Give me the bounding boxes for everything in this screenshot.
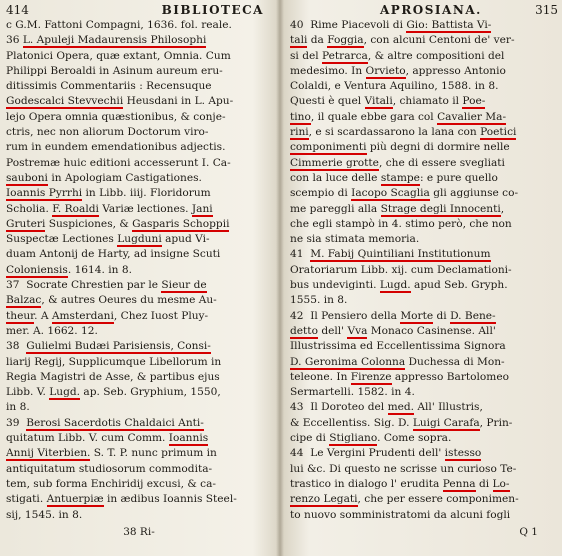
underlined-term: Morte (400, 309, 434, 322)
text-span: , & autres Oeures du mesme Au- (41, 294, 217, 307)
text-line (290, 171, 558, 186)
text-line (290, 94, 558, 109)
text-line (6, 462, 272, 477)
underlined-term: Orvieto (365, 64, 406, 77)
text-span: S. T. P. nunc primum in (90, 447, 217, 460)
text-span: , e si scardassarono la lana con (308, 126, 481, 139)
text-span: Platonici Opera, quæ extant, Omnia. Cum (6, 49, 231, 62)
text-span: Suspiciones, & (45, 217, 133, 230)
text-line (6, 94, 272, 109)
text-span: 39 (6, 416, 27, 429)
text-span: sij, 1545. in 8. (6, 508, 83, 521)
text-line (6, 339, 272, 354)
text-span: stigati. (6, 493, 47, 506)
underlined-term: Annij Viterbien. (6, 447, 91, 460)
text-line (6, 217, 272, 232)
underlined-term: componimenti (290, 141, 367, 154)
underlined-term: Penna (442, 477, 476, 490)
right-running-title: APROSIANA. (380, 2, 482, 17)
left-page-text (6, 18, 272, 523)
text-line (6, 110, 272, 125)
underlined-term: Foggia (327, 34, 364, 47)
text-span: Heusdani in L. Apu- (123, 95, 234, 108)
text-span: Philippi Beroaldi in Asinum aureum eru- (6, 64, 223, 77)
right-page-header (290, 0, 558, 18)
text-line (6, 49, 272, 64)
text-span: mer. A. 1662. 12. (6, 324, 98, 337)
right-page (290, 0, 558, 540)
text-span: antiquitatum studiosorum commodita- (6, 462, 213, 475)
text-span: 1555. in 8. (290, 294, 348, 307)
text-line (6, 33, 272, 48)
text-span: in 8. (6, 401, 30, 414)
text-line (6, 431, 272, 446)
text-line (290, 247, 558, 262)
text-span: in Libb. iiij. Floridorum (82, 187, 211, 200)
text-span: medesimo. In (290, 64, 366, 77)
underlined-term: Ioannis (168, 432, 209, 445)
text-span: Duchessa di Mon- (405, 355, 505, 368)
text-line (290, 156, 558, 171)
underlined-term: D. Bene- (450, 309, 496, 322)
text-line (6, 400, 272, 415)
text-span: Scholia. (6, 202, 53, 215)
text-span: liarij Regij, Supplicumque Libellorum in (6, 355, 222, 368)
underlined-term: M. Fabij Quintiliani Institutionum (310, 248, 491, 261)
text-line (6, 79, 272, 94)
text-line (290, 400, 558, 415)
text-line (6, 309, 272, 324)
text-span: Postremæ huic editioni accesserunt I. Ca- (6, 156, 231, 169)
text-span: , (500, 202, 505, 215)
text-line (290, 492, 558, 507)
underlined-term: Poe- (462, 95, 486, 108)
underlined-term: Antuerpiæ (46, 493, 104, 506)
text-span: 38 (6, 340, 27, 353)
text-line (290, 140, 558, 155)
right-page-text (290, 18, 558, 523)
text-span: appresso Bartolomeo (391, 370, 509, 383)
text-line (290, 202, 558, 217)
underlined-term: tino (290, 110, 311, 123)
underlined-term: Ioannis Pyrrhi (6, 187, 83, 200)
text-span: & Eccellentiss. Sig. D. (290, 416, 413, 429)
text-line (6, 355, 272, 370)
underlined-term: Godescalci Stevvechii (6, 95, 124, 108)
text-line (6, 202, 272, 217)
underlined-term: theur (6, 309, 35, 322)
underlined-term: Cimmerie grotte (290, 156, 379, 169)
text-line (290, 446, 558, 461)
underlined-term: sauboni (6, 171, 48, 184)
text-line (6, 477, 272, 492)
text-span: trastico in dialogo l' erudita (290, 477, 443, 490)
text-span: lui &c. Di questo ne scrisse un curioso Te- (290, 462, 517, 475)
text-line (290, 385, 558, 400)
book-gutter (276, 0, 284, 556)
left-page-header (6, 0, 272, 18)
underlined-term: Gulielmi Budæi Parisiensis, Consi- (26, 340, 211, 353)
left-page-number: 414 (6, 2, 29, 17)
underlined-term: renzo Legati (290, 493, 358, 506)
text-span: , appresso Antonio (405, 64, 506, 77)
underlined-term: Vitali (364, 95, 393, 108)
underlined-term: stampe (380, 171, 420, 184)
text-line (290, 186, 558, 201)
text-line (6, 232, 272, 247)
text-line (290, 33, 558, 48)
underlined-term: F. Roaldi (52, 202, 99, 215)
text-line (6, 247, 272, 262)
text-span: Questi è quel (290, 95, 365, 108)
underlined-term: istesso (444, 447, 482, 460)
text-line (6, 508, 272, 523)
text-line (290, 355, 558, 370)
text-span: . 1614. in 8. (67, 263, 132, 276)
text-span: tem, sub forma Enchiridij excusi, & ca- (6, 477, 216, 490)
text-span: Oratoriarum Libb. xij. cum Declamationi- (290, 263, 512, 276)
text-line (6, 370, 272, 385)
text-span: 44 Le Vergini Prudenti dell' (290, 447, 445, 460)
text-span: me pareggli alla (290, 202, 381, 215)
text-line (290, 416, 558, 431)
underlined-term: Vva (347, 324, 368, 337)
text-span: . Come sopra. (377, 432, 452, 445)
text-span: Variæ lectiones. (98, 202, 192, 215)
text-span: Illustrissima ed Eccellentissima Signora (290, 340, 506, 353)
text-span: ditissimis Commentariis : Recensuque (6, 80, 212, 93)
text-line (290, 79, 558, 94)
text-span: Suspectæ Lectiones (6, 233, 118, 246)
right-page-number: 315 (535, 2, 558, 17)
text-line (290, 278, 558, 293)
text-line (290, 293, 558, 308)
text-span: gli aggiunse co- (429, 187, 519, 200)
text-line (6, 186, 272, 201)
text-span: di (475, 477, 493, 490)
text-span: All' Illustris, (414, 401, 483, 414)
text-span: rum in eundem emendationibus adjectis. (6, 141, 226, 154)
text-span: , il quale ebbe gara col (310, 110, 438, 123)
underlined-term: Poetici (480, 126, 517, 139)
text-span: 36 (6, 34, 23, 47)
text-span: , chiamato il (392, 95, 463, 108)
text-span: apud Vi- (161, 233, 210, 246)
text-line (6, 125, 272, 140)
underlined-term: Petrarca (322, 49, 368, 62)
text-span: 43 Il Doroteo del (290, 401, 388, 414)
text-line (6, 278, 272, 293)
left-running-title: BIBLIOTECA (161, 2, 264, 17)
text-span: da (307, 34, 328, 47)
text-line (290, 370, 558, 385)
underlined-term: Lugd. (49, 386, 81, 399)
text-line (6, 416, 272, 431)
text-span: 40 Rime Piacevoli di (290, 19, 407, 31)
underlined-term: Sieur de (161, 279, 207, 292)
text-span: , Chez Iuost Pluy- (113, 309, 209, 322)
text-line (290, 110, 558, 125)
underlined-term: rini (290, 126, 309, 139)
text-span: Colaldi, e Ventura Aquilino, 1588. in 8. (290, 80, 499, 93)
text-span: 41 (290, 248, 311, 261)
text-span: 42 Il Pensiero della (290, 309, 401, 322)
text-span: lejo Opera omnia quæstionibus, & conje- (6, 110, 226, 123)
text-line (290, 324, 558, 339)
underlined-term: Berosi Sacerdotis Chaldaici Anti- (26, 416, 204, 429)
text-line (290, 49, 558, 64)
text-span: teleone. In (290, 370, 351, 383)
underlined-term: Gio: Battista Vi- (406, 19, 492, 31)
text-line (290, 125, 558, 140)
text-span: , & altre compositioni del (367, 49, 505, 62)
text-span: ne sia stimata memoria. (290, 233, 420, 246)
underlined-term: Cavalier Ma- (437, 110, 507, 123)
text-line (6, 492, 272, 507)
text-line (290, 462, 558, 477)
text-span: apud Seb. Gryph. (410, 279, 508, 292)
left-page (6, 0, 272, 540)
text-span: Regia Magistri de Asse, & partibus ejus (6, 370, 220, 383)
text-span: in Apologiam Castigationes. (47, 171, 202, 184)
text-span: Libb. V. (6, 386, 50, 399)
underlined-term: Gruteri (6, 217, 46, 230)
text-span: ctris, nec non aliorum Doctorum viro- (6, 126, 209, 139)
underlined-term: detto (290, 324, 318, 337)
text-span: cipe di (290, 432, 330, 445)
text-span: dell' (317, 324, 348, 337)
underlined-term: L. Apuleji Madaurensis Philosophi (22, 34, 207, 47)
text-span: 37 Socrate Chrestien par le (6, 279, 162, 292)
underlined-term: Gasparis Schoppii (132, 217, 230, 230)
underlined-term: Amsterdani (51, 309, 114, 322)
text-line (6, 446, 272, 461)
text-span: Sermartelli. 1582. in 4. (290, 386, 415, 399)
text-span: to nuovo somministratomi da alcuni fogli (290, 508, 511, 521)
text-span: che egli stampò in 4. stimo però, che non (290, 217, 512, 230)
underlined-term: Jani (191, 202, 213, 215)
text-line (290, 309, 558, 324)
text-span: più degni di dormire nelle (366, 141, 510, 154)
underlined-term: Lugduni (117, 233, 162, 246)
text-line (6, 171, 272, 186)
text-line (290, 508, 558, 523)
underlined-term: Lugd. (379, 279, 411, 292)
text-span: duam Antonij de Harty, ad insigne Scuti (6, 248, 221, 261)
text-line (6, 18, 272, 33)
text-span: bus undeviginti. (290, 279, 380, 292)
text-line (6, 324, 272, 339)
text-line (290, 64, 558, 79)
text-span: , che per essere componimen- (357, 493, 519, 506)
text-line (290, 263, 558, 278)
text-line (290, 431, 558, 446)
text-span: c G.M. Fattoni Compagni, 1636. fol. reale. (6, 19, 232, 31)
underlined-term: D. Geronima Colonna (290, 355, 406, 368)
text-line (290, 217, 558, 232)
underlined-term: med. (387, 401, 415, 414)
text-span: quitatum Libb. V. cum Comm. (6, 432, 169, 445)
text-span: scempio di (290, 187, 352, 200)
underlined-term: Firenze (350, 370, 392, 383)
text-span: . A (34, 309, 52, 322)
text-span: , con alcuni Centoni de' ver- (363, 34, 515, 47)
text-line (6, 156, 272, 171)
text-span: , che di essere svegliati (378, 156, 505, 169)
text-span: in ædibus Ioannis Steel- (103, 493, 237, 506)
underlined-term: Lo- (492, 477, 510, 490)
text-span: di (433, 309, 451, 322)
underlined-term: Coloniensis (6, 263, 68, 276)
text-span: , Prin- (479, 416, 513, 429)
text-line (6, 385, 272, 400)
underlined-term: Balzac (6, 294, 42, 307)
text-line (290, 232, 558, 247)
text-line (290, 18, 558, 33)
text-span: ap. Seb. Gryphium, 1550, (80, 386, 221, 399)
underlined-term: tali (290, 34, 308, 47)
text-span: : e pure quello (419, 171, 498, 184)
underlined-term: Iacopo Scaglia (351, 187, 430, 200)
left-catchword: 38 Ri- (123, 525, 155, 538)
text-span: si del (290, 49, 322, 62)
text-line (6, 263, 272, 278)
right-catchword: Q 1 (519, 525, 538, 538)
underlined-term: Stigliano (329, 432, 378, 445)
text-span: Monaco Casinense. All' (367, 324, 496, 337)
text-line (290, 339, 558, 354)
underlined-term: Luigi Carafa (412, 416, 480, 429)
text-line (6, 64, 272, 79)
text-span: con la luce delle (290, 171, 381, 184)
text-line (6, 293, 272, 308)
text-line (6, 140, 272, 155)
underlined-term: Strage degli Innocenti (380, 202, 501, 215)
text-line (290, 477, 558, 492)
